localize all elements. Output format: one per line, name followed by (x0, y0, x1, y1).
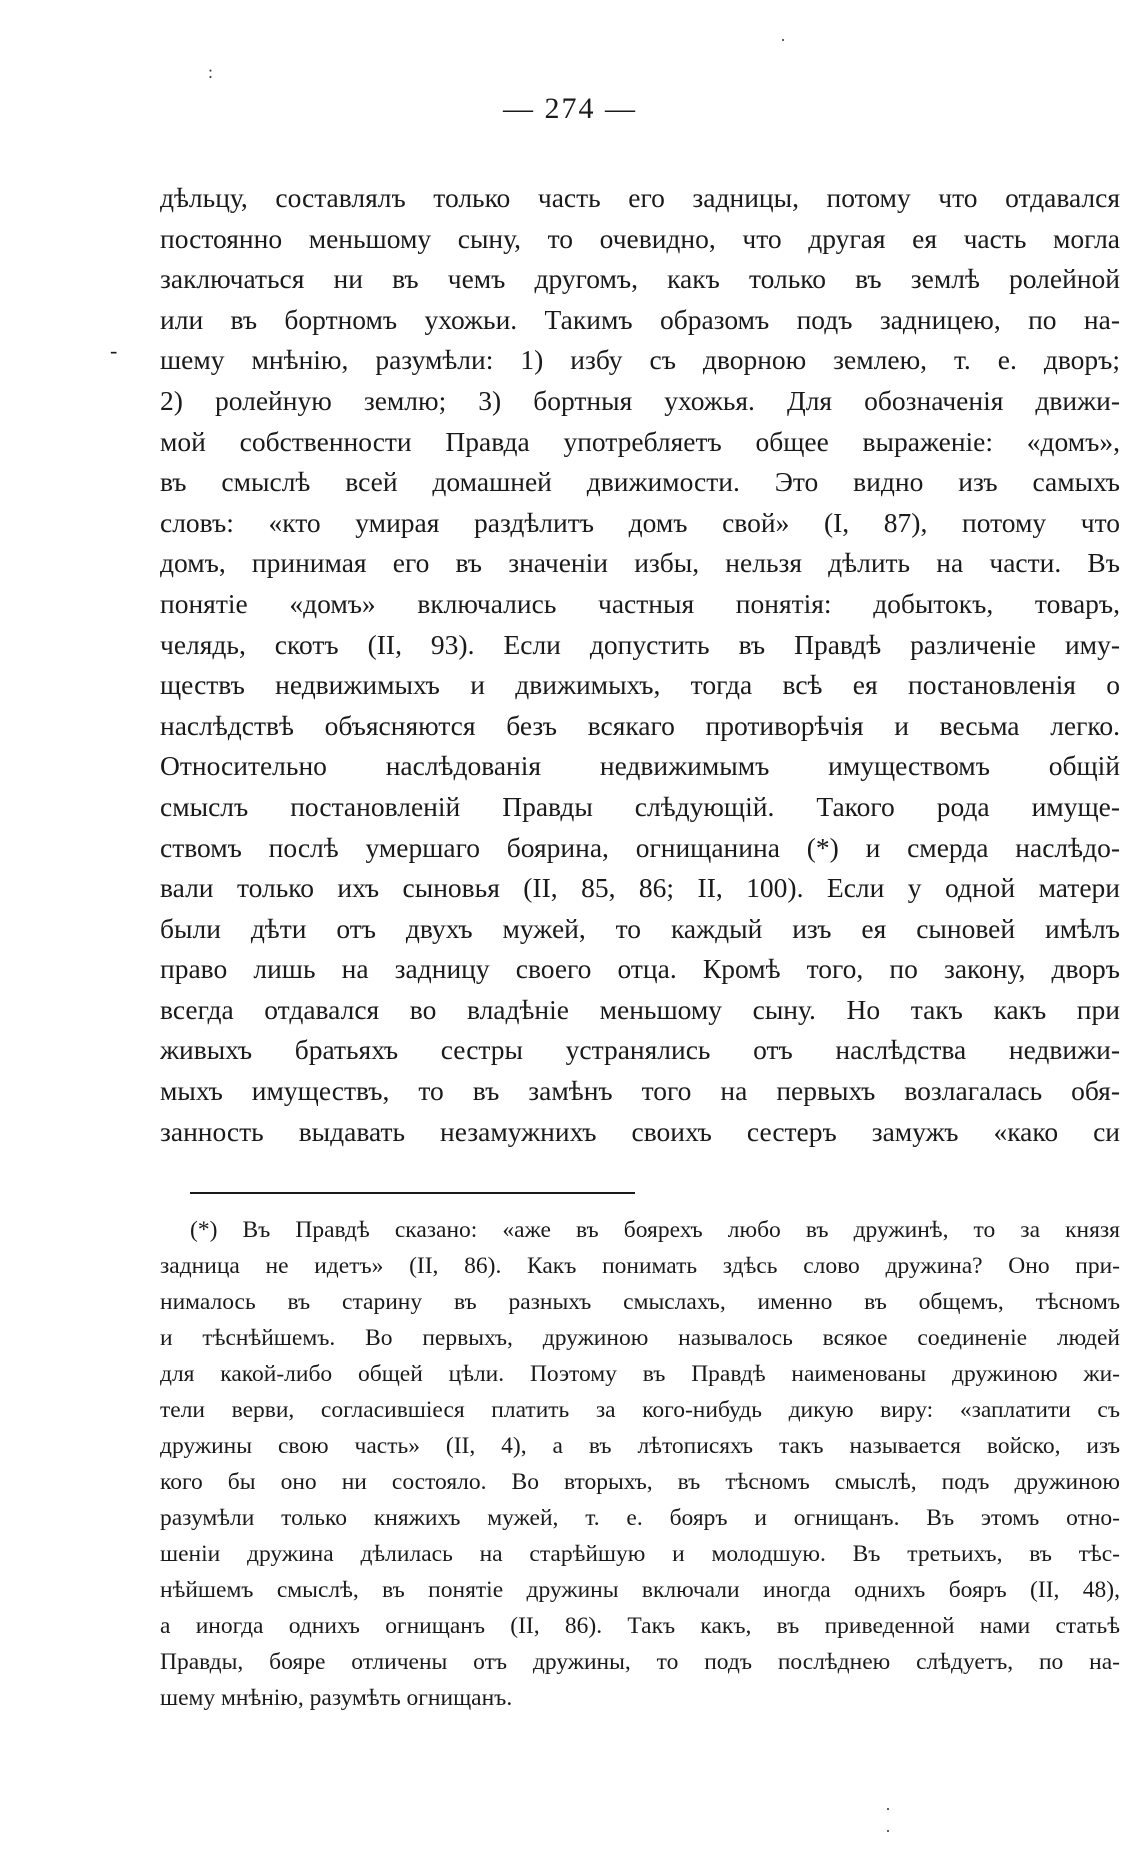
text-line: мой собственности Правда употребляетъ общее выраженіе: «домъ», (160, 425, 1120, 457)
print-speck: · (780, 30, 786, 50)
text-line: постоянно меньшому сыну, то очевидно, что другая ея часть могла (160, 222, 1120, 254)
footnote-line: задница не идетъ» (II, 86). Какъ понимать здѣсь слово дружина? Оно при- (160, 1253, 1120, 1279)
text-line: домъ, принимая его въ значеніи избы, нельзя дѣлить на части. Въ (160, 547, 1120, 579)
text-line: ществъ недвижимыхъ и движимыхъ, тогда всѣ ея постановленія о (160, 669, 1120, 701)
footnote-line: а иногда однихъ огнищанъ (II, 86). Такъ какъ, въ приведенной нами статьѣ (160, 1613, 1120, 1639)
footnote-line: и тѣснѣйшемъ. Во первыхъ, дружиною называлось всякое соединеніе людей (160, 1325, 1120, 1351)
text-line: всегда отдавался во владѣніе меньшому сыну. Но такъ какъ при (160, 993, 1120, 1025)
text-line: 2) ролейную землю; 3) бортныя ухожья. Для обозначенія движи- (160, 384, 1120, 416)
footnote-line: нималось въ старину въ разныхъ смыслахъ, именно въ общемъ, тѣсномъ (160, 1289, 1120, 1315)
footnote-line: кого бы оно ни состояло. Во вторыхъ, въ тѣсномъ смыслѣ, подъ дружиною (160, 1469, 1120, 1495)
print-speck: : (208, 62, 214, 82)
footnote-line: разумѣли только княжихъ мужей, т. е. бояръ и огнищанъ. Въ этомъ отно- (160, 1505, 1120, 1531)
text-line: въ смыслѣ всей домашней движимости. Это видно изъ самыхъ (160, 466, 1120, 498)
text-line: дѣльцу, составлялъ только часть его задницы, потому что отдавался (160, 182, 1120, 213)
text-line: были дѣти отъ двухъ мужей, то каждый изъ ея сыновей имѣлъ (160, 912, 1120, 944)
text-line: ствомъ послѣ умершаго боярина, огнищанина (*) и смерда наслѣдо- (160, 831, 1120, 863)
print-speck: · · (885, 1799, 891, 1841)
margin-mark: - (110, 338, 118, 363)
text-line: живыхъ братьяхъ сестры устранялись отъ наслѣдства недвижи- (160, 1034, 1120, 1066)
text-line: мыхъ имуществъ, то въ замѣнъ того на первыхъ возлагалась обя- (160, 1075, 1120, 1107)
text-line: смыслъ постановленій Правды слѣдующій. Такого рода имуще- (160, 790, 1120, 822)
text-line: шему мнѣнію, разумѣли: 1) избу съ дворною землею, т. е. дворъ; (160, 344, 1120, 376)
footnote-block (160, 1212, 1120, 1716)
text-line: занность выдавать незамужнихъ своихъ сестеръ замужъ «како си (160, 1115, 1120, 1147)
footnote-line: дружины свою часть» (II, 4), а въ лѣтописяхъ такъ называется войско, изъ (160, 1433, 1120, 1459)
footnote-line: шеніи дружина дѣлилась на старѣйшую и молодшую. Въ третьихъ, въ тѣс- (160, 1541, 1120, 1567)
text-line: вали только ихъ сыновья (II, 85, 86; II, 100). Если у одной матери (160, 872, 1120, 904)
text-line: словъ: «кто умирая раздѣлитъ домъ свой» (I, 87), потому что (160, 506, 1120, 538)
footnote-line: тели верви, согласившіеся платить за кого-нибудь дикую виру: «заплатити съ (160, 1397, 1120, 1423)
text-line: челядь, скотъ (II, 93). Если допустить въ Правдѣ различеніе иму- (160, 628, 1120, 660)
footnote-line: для какой-либо общей цѣли. Поэтому въ Правдѣ наименованы дружиною жи- (160, 1361, 1120, 1387)
text-line: право лишь на задницу своего отца. Кромѣ того, по закону, дворъ (160, 953, 1120, 985)
footnote-line: (*) Въ Правдѣ сказано: «аже въ боярехъ любо въ дружинѣ, то за князя (190, 1217, 1120, 1243)
page-number: — 274 — (503, 92, 637, 125)
text-line: Относительно наслѣдованія недвижимымъ имуществомъ общій (160, 750, 1120, 782)
main-text-block (160, 178, 1120, 1152)
text-line: или въ бортномъ ухожьи. Такимъ образомъ подъ задницею, по на- (160, 303, 1120, 335)
footnote-line: Правды, бояре отличены отъ дружины, то подъ послѣднею слѣдуетъ, по на- (160, 1649, 1120, 1675)
footnote-divider (190, 1192, 635, 1194)
text-line: наслѣдствѣ объясняются безъ всякаго противорѣчія и весьма легко. (160, 709, 1120, 741)
footnote-line: нѣйшемъ смыслѣ, въ понятіе дружины включали иногда однихъ бояръ (II, 48), (160, 1577, 1120, 1603)
text-line: заключаться ни въ чемъ другомъ, какъ только въ землѣ ролейной (160, 263, 1120, 295)
footnote-line: шему мнѣнію, разумѣть огнищанъ. (160, 1685, 513, 1711)
text-line: понятіе «домъ» включались частныя понятія: добытокъ, товаръ, (160, 587, 1120, 619)
